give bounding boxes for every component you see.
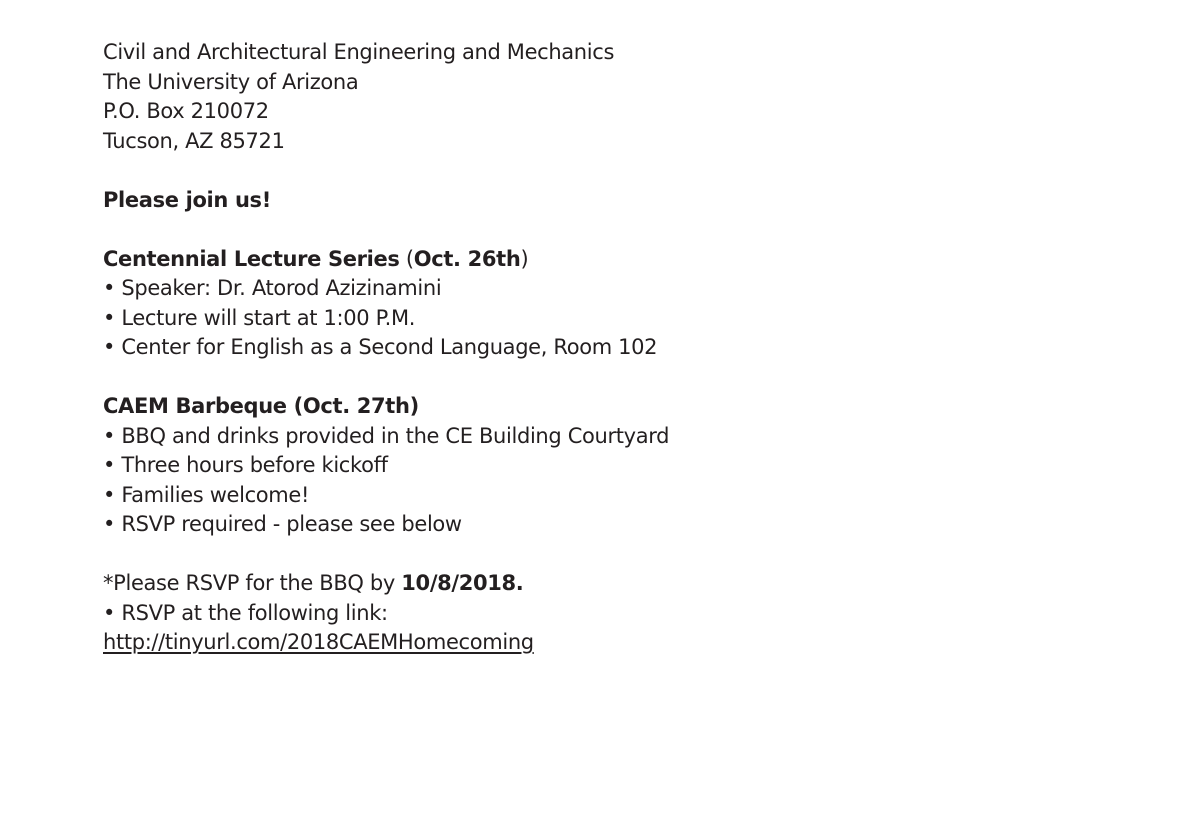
- university-name: The University of Arizona: [103, 69, 359, 94]
- bbq-item-rsvp: • RSVP required - please see below: [103, 512, 462, 536]
- rsvp-note-text: *Please RSVP for the BBQ by: [103, 571, 402, 595]
- lecture-heading: [103, 245, 669, 275]
- lecture-paren-open: (: [399, 246, 414, 271]
- spacer: [103, 540, 669, 570]
- lecture-date: Oct. 26th: [413, 246, 521, 271]
- rsvp-deadline: 10/8/2018.: [401, 571, 524, 595]
- bbq-item-food: • BBQ and drinks provided in the CE Building Courtyard: [103, 423, 670, 448]
- city-state-zip: Tucson, AZ 85721: [103, 128, 285, 153]
- lecture-section: [103, 245, 669, 363]
- bbq-heading: CAEM Barbeque (Oct. 27th): [103, 394, 419, 418]
- invitation-document: [103, 38, 669, 658]
- bbq-item-families: • Families welcome!: [103, 482, 310, 507]
- lecture-paren-close: ): [520, 246, 529, 271]
- rsvp-note: [103, 569, 669, 599]
- rsvp-link-line: [103, 628, 669, 658]
- lecture-title: Centennial Lecture Series: [103, 246, 400, 271]
- rsvp-link[interactable]: http://tinyurl.com/2018CAEMHomecoming: [103, 630, 534, 654]
- mailing-address: [103, 38, 669, 156]
- spacer: [103, 156, 669, 186]
- spacer: [103, 215, 669, 245]
- spacer: [103, 363, 669, 393]
- po-box: P.O. Box 210072: [103, 99, 269, 123]
- lecture-location: • Center for English as a Second Language, Room 102: [103, 335, 658, 359]
- rsvp-section: [103, 569, 669, 658]
- bbq-item-time: • Three hours before kickoff: [103, 453, 388, 477]
- department-name: Civil and Architectural Engineering and Mechanics: [103, 40, 615, 64]
- invitation-heading: Please join us!: [103, 187, 271, 212]
- lecture-speaker: • Speaker: Dr. Atorod Azizinamini: [103, 276, 442, 300]
- bbq-section: [103, 392, 669, 540]
- rsvp-link-intro: • RSVP at the following link:: [103, 600, 388, 625]
- lecture-time: • Lecture will start at 1:00 P.M.: [103, 305, 416, 330]
